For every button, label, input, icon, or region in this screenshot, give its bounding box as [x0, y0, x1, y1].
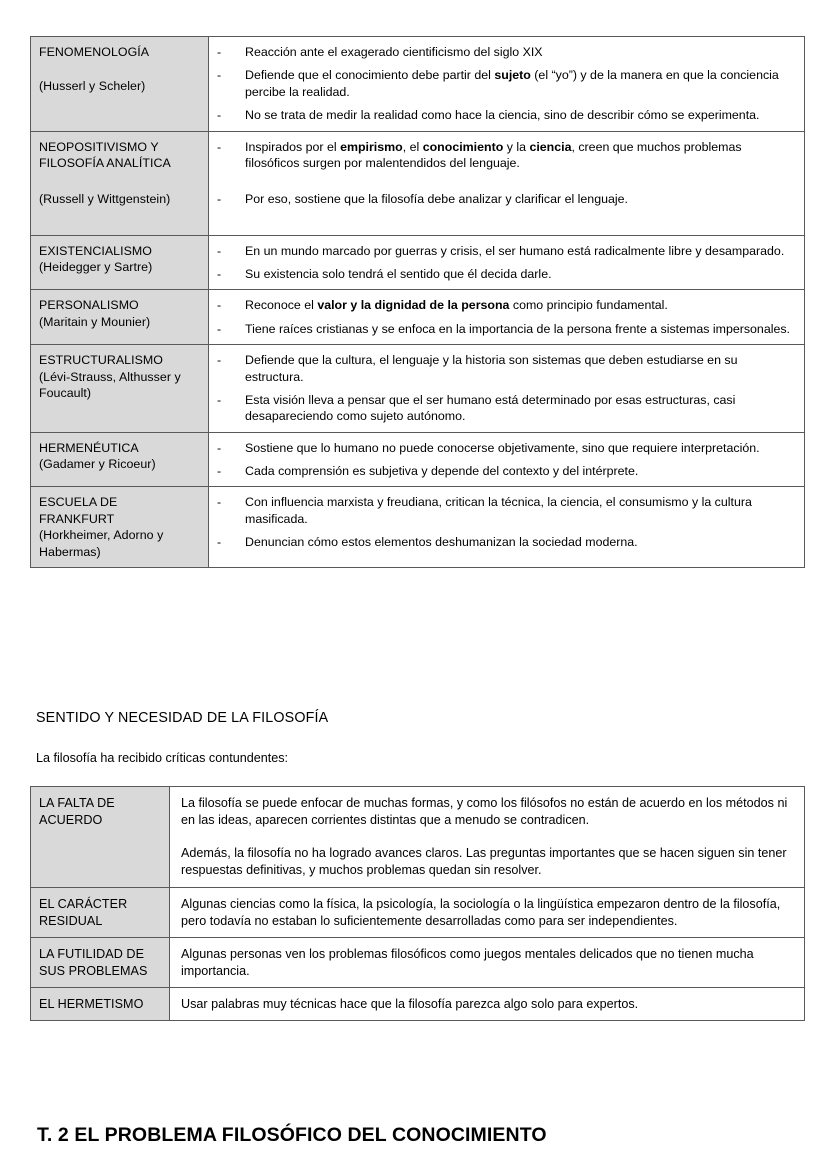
row-label-cell — [31, 937, 170, 987]
dash-marker: - — [217, 440, 222, 455]
list-item — [217, 321, 797, 337]
table-row — [31, 37, 805, 132]
row-label-authors: (Maritain y Mounier) — [39, 314, 151, 329]
paragraph: Usar palabras muy técnicas hace que la filosofía parezca algo solo para expertos. — [181, 997, 639, 1011]
paragraph: Además, la filosofía no ha logrado avances claros. Las preguntas importantes que se hacen siguen sin tener respuestas definitivas, y muchos problemas quedan sin resolver. — [181, 846, 787, 878]
list-item — [217, 392, 797, 425]
item-text-bold3: ciencia — [529, 139, 572, 154]
row-label-cell — [31, 131, 209, 235]
item-text: Tiene raíces cristianas y se enfoca en la importancia de la persona frente a sistemas impersonales. — [245, 321, 791, 336]
dash-list — [217, 44, 797, 124]
row-body-cell — [209, 345, 805, 433]
dash-marker: - — [217, 353, 222, 368]
dash-list — [217, 139, 797, 208]
row-label-title: ESCUELA DE FRANKFURT — [39, 495, 118, 526]
list-item — [217, 243, 797, 259]
dash-marker: - — [217, 243, 222, 258]
list-item — [217, 534, 797, 550]
dash-marker: - — [217, 68, 222, 83]
paragraph: Algunas personas ven los problemas filosóficos como juegos mentales delicados que no tienen mucha importancia. — [181, 946, 754, 978]
row-label-authors: (Russell y Wittgenstein) — [39, 192, 171, 207]
table-row — [31, 887, 805, 937]
row-label-title: FENOMENOLOGÍA — [39, 45, 150, 59]
row-body-cell — [209, 487, 805, 568]
list-item — [217, 297, 797, 313]
item-text-post: (el “yo”) y de la manera en que la conciencia percibe la realidad. — [245, 68, 779, 99]
list-item — [217, 440, 797, 456]
row-body-cell — [170, 787, 805, 888]
paragraph: La filosofía se puede enfocar de muchas formas, y como los filósofos no están de acuerdo en los métodos ni en las ideas, aparecen corrientes distintas que a menudo se contradicen. — [181, 796, 788, 828]
item-text-pre: Inspirados por el — [245, 139, 341, 154]
row-label-cell — [31, 290, 209, 345]
item-text: Cada comprensión es subjetiva y depende del contexto y del intérprete. — [245, 464, 639, 478]
row-label-authors: (Lévi-Strauss, Althusser y Foucault) — [39, 369, 181, 400]
row-label-title: EXISTENCIALISMO — [39, 243, 152, 258]
dash-marker: - — [217, 139, 222, 154]
row-body-cell — [170, 887, 805, 937]
item-text: Esta visión lleva a pensar que el ser humano está determinado por esas estructuras, casi desapareciendo como sujeto autónomo. — [245, 392, 736, 424]
item-text: Por eso, sostiene que la filosofía debe analizar y clarificar el lenguaje. — [245, 192, 628, 207]
dash-marker: - — [217, 464, 222, 478]
list-item — [217, 266, 797, 282]
dash-marker: - — [217, 392, 222, 407]
table-row — [31, 290, 805, 345]
row-label-cell — [31, 487, 209, 568]
dash-list — [217, 440, 797, 480]
list-item — [217, 67, 797, 100]
list-item — [217, 494, 797, 527]
item-text-bold2: conocimiento — [422, 139, 504, 154]
dash-marker: - — [217, 45, 222, 59]
list-item — [217, 107, 797, 123]
dash-list — [217, 297, 797, 337]
item-text-bold: sujeto — [494, 68, 531, 83]
section-heading: SENTIDO Y NECESIDAD DE LA FILOSOFÍA — [36, 710, 329, 726]
paragraph: Algunas ciencias como la física, la psicología, la sociología o la lingüística empezaron dentro de la filosofía, pero todavía no estaban lo suficientemente desarrolladas como para ser independientes. — [181, 896, 781, 928]
row-label-cell — [31, 887, 170, 937]
criticas-table — [30, 786, 805, 1021]
item-text-mid2: y la — [503, 139, 530, 154]
row-label-cell — [31, 37, 209, 132]
row-body-cell — [209, 290, 805, 345]
dash-marker: - — [217, 321, 222, 336]
item-text: Su existencia solo tendrá el sentido que él decida darle. — [245, 267, 552, 281]
dash-marker: - — [217, 108, 222, 123]
item-text: Con influencia marxista y freudiana, critican la técnica, la ciencia, el consumismo y la cultura masificada. — [245, 495, 752, 526]
row-label-cell — [31, 235, 209, 290]
item-text-pre: Reconoce el — [245, 298, 318, 313]
row-label-title: PERSONALISMO — [39, 298, 139, 313]
dash-marker: - — [217, 495, 222, 510]
row-label-authors: (Horkheimer, Adorno y Habermas) — [39, 528, 164, 559]
item-text-mid1: , el — [402, 139, 423, 154]
list-item — [217, 463, 797, 479]
row-body-cell — [209, 235, 805, 290]
row-label-authors: (Husserl y Scheler) — [39, 79, 146, 94]
corrientes-table — [30, 36, 805, 568]
section-intro-text: La filosofía ha recibido críticas contundentes: — [36, 751, 289, 765]
item-text-bold: valor y la dignidad de la persona — [317, 298, 510, 313]
chapter-heading: T. 2 EL PROBLEMA FILOSÓFICO DEL CONOCIMIENTO — [37, 1124, 547, 1146]
item-text-pre: Defiende que el conocimiento debe partir del — [245, 68, 495, 83]
list-item — [217, 139, 797, 172]
row-label-text: EL CARÁCTER RESIDUAL — [39, 896, 128, 928]
dash-marker: - — [217, 267, 222, 281]
table-row — [31, 235, 805, 290]
item-text: Sostiene que lo humano no puede conocerse objetivamente, sino que requiere interpretación. — [245, 440, 760, 455]
item-text: Reacción ante el exagerado cientificismo del siglo XIX — [245, 45, 543, 59]
dash-marker: - — [217, 298, 222, 313]
row-body-cell — [209, 37, 805, 132]
item-text: Defiende que la cultura, el lenguaje y la historia son sistemas que deben estudiarse en su estructura. — [245, 353, 738, 384]
row-label-cell — [31, 345, 209, 433]
row-label-text: EL HERMETISMO — [39, 997, 144, 1011]
item-text-post: como principio fundamental. — [509, 298, 668, 313]
row-label-title: ESTRUCTURALISMO — [39, 353, 163, 368]
table-row — [31, 345, 805, 433]
row-label-title: NEOPOSITIVISMO Y FILOSOFÍA ANALÍTICA — [39, 139, 171, 170]
row-body-cell — [209, 131, 805, 235]
table-row — [31, 487, 805, 568]
row-label-cell — [31, 988, 170, 1021]
row-label-title: HERMENÉUTICA — [39, 440, 139, 455]
table-row — [31, 131, 805, 235]
item-text: No se trata de medir la realidad como hace la ciencia, sino de describir cómo se experimenta. — [245, 108, 760, 123]
row-label-authors: (Heidegger y Sartre) — [39, 260, 153, 274]
row-label-cell — [31, 432, 209, 487]
table-row — [31, 787, 805, 888]
item-text: Denuncian cómo estos elementos deshumanizan la sociedad moderna. — [245, 535, 638, 550]
dash-marker: - — [217, 192, 222, 207]
dash-list — [217, 494, 797, 550]
dash-marker: - — [217, 535, 222, 550]
row-label-text: LA FUTILIDAD DE SUS PROBLEMAS — [39, 946, 148, 978]
item-text-bold: empirismo — [340, 139, 403, 154]
list-item — [217, 44, 797, 60]
item-text: En un mundo marcado por guerras y crisis, el ser humano está radicalmente libre y desamparado. — [245, 243, 785, 258]
row-body-cell — [209, 432, 805, 487]
table-row — [31, 988, 805, 1021]
list-item — [217, 191, 797, 207]
dash-list — [217, 352, 797, 425]
table-row — [31, 937, 805, 987]
table-row — [31, 432, 805, 487]
dash-list — [217, 243, 797, 283]
row-body-cell — [170, 937, 805, 987]
row-label-authors: (Gadamer y Ricoeur) — [39, 457, 156, 471]
row-body-cell — [170, 988, 805, 1021]
row-label-text: LA FALTA DE ACUERDO — [39, 796, 115, 828]
row-label-cell — [31, 787, 170, 888]
item-text-post: , creen que muchos problemas filosóficos surgen por malentendidos del lenguaje. — [245, 139, 742, 170]
list-item — [217, 352, 797, 385]
